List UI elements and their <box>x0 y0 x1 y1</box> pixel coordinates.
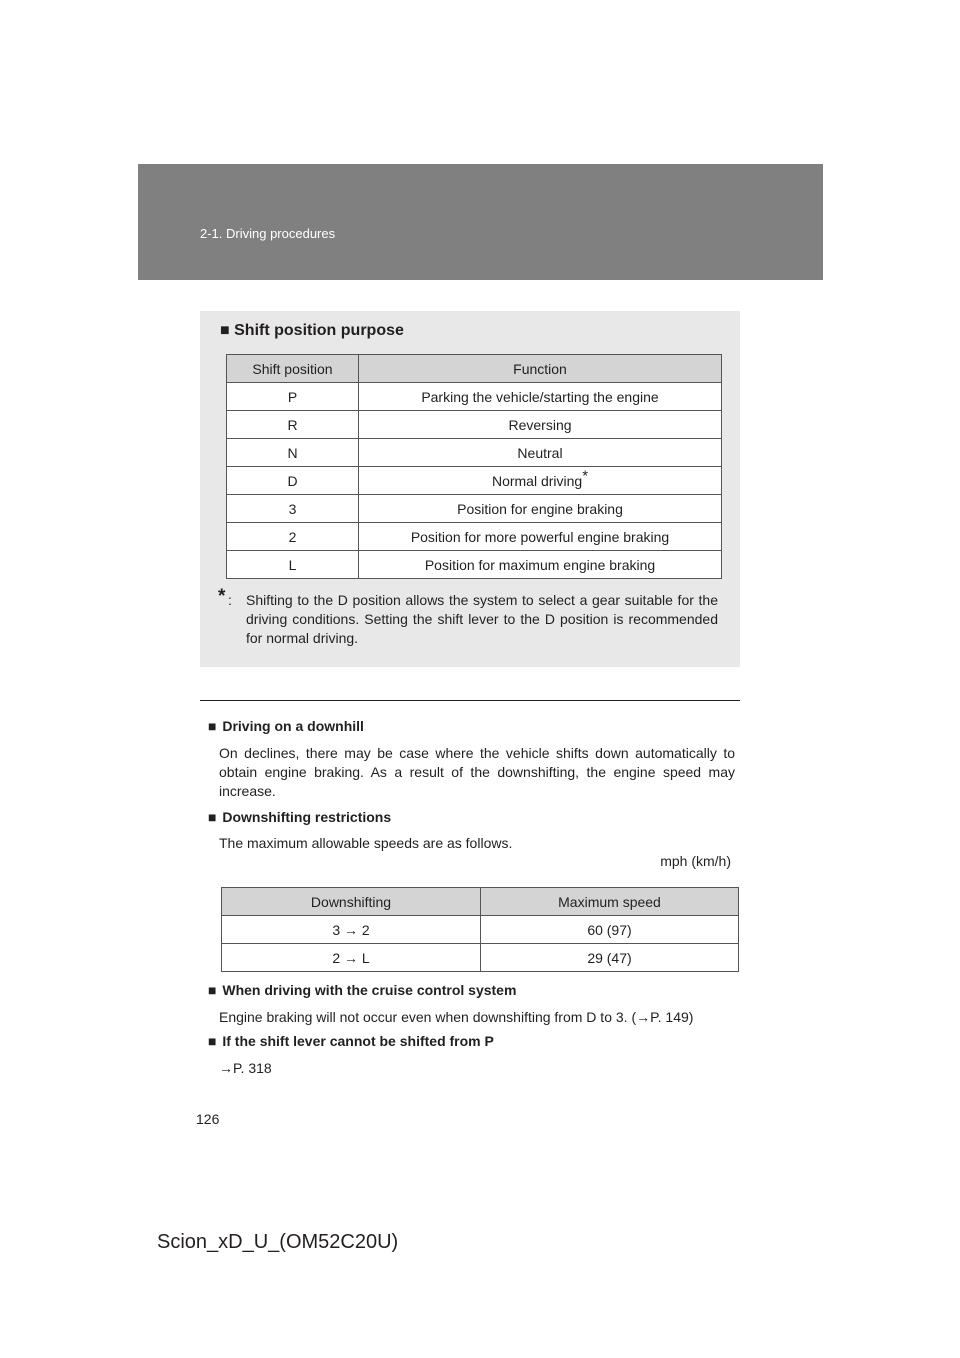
shift-position-cell: R <box>227 411 359 439</box>
shift-position-cell: 3 <box>227 495 359 523</box>
column-header-shift-position: Shift position <box>227 355 359 383</box>
footnote-colon: : <box>228 592 232 608</box>
function-cell: Position for more powerful engine braking <box>359 523 722 551</box>
shift-position-cell: D <box>227 467 359 495</box>
shift-purpose-title <box>220 322 404 340</box>
downshift-table <box>221 887 739 972</box>
footnote-text: Shifting to the D position allows the system to select a gear suitable for the driving conditions. Setting the shift lever to the D position is recommended for normal driving. <box>246 592 718 646</box>
square-bullet-icon: ■ <box>208 982 217 998</box>
function-cell: Parking the vehicle/starting the engine <box>359 383 722 411</box>
chapter-header-band <box>138 164 823 280</box>
footnote-star-icon: * <box>582 466 589 484</box>
heading-downhill <box>208 718 364 734</box>
shift-position-cell: P <box>227 383 359 411</box>
shift-purpose-panel <box>200 311 740 667</box>
shift-position-cell: N <box>227 439 359 467</box>
shift-purpose-title-text: Shift position purpose <box>234 322 404 339</box>
heading-text: When driving with the cruise control system <box>222 982 517 998</box>
column-header-downshifting: Downshifting <box>222 888 481 916</box>
table-row <box>227 411 722 439</box>
table-row <box>227 439 722 467</box>
heading-restrictions <box>208 809 391 825</box>
function-cell: Reversing <box>359 411 722 439</box>
paragraph-cruise: Engine braking will not occur even when downshifting from D to 3. (→P. 149) <box>219 1009 694 1025</box>
table-header-row <box>222 888 739 916</box>
square-bullet-icon: ■ <box>208 1033 217 1049</box>
function-text: Normal driving <box>491 472 583 489</box>
function-cell <box>359 467 722 495</box>
downshift-cell: 3 → 2 <box>222 916 481 944</box>
downshift-cell: 2 → L <box>222 944 481 972</box>
heading-text: Downshifting restrictions <box>222 809 392 825</box>
footnote <box>218 586 718 648</box>
heading-text: If the shift lever cannot be shifted from P <box>222 1033 494 1049</box>
section-divider <box>200 700 740 701</box>
function-cell: Position for engine braking <box>359 495 722 523</box>
function-cell: Neutral <box>359 439 722 467</box>
page-number: 126 <box>196 1111 220 1127</box>
page-reference: →P. 318 <box>219 1060 272 1076</box>
table-row <box>227 467 722 495</box>
table-header-row <box>227 355 722 383</box>
paragraph-downhill: On declines, there may be case where the vehicle shifts down automatically to obtain engine braking. As a result of the downshifting, the engine speed may increase. <box>219 745 735 799</box>
paragraph-restrictions: The maximum allowable speeds are as follows. <box>219 835 513 851</box>
table-row <box>222 916 739 944</box>
table-row <box>222 944 739 972</box>
units-label: mph (km/h) <box>660 853 731 869</box>
footnote-star-icon: * <box>218 586 226 607</box>
square-bullet-icon: ■ <box>208 809 217 825</box>
square-bullet-icon: ■ <box>220 322 230 339</box>
column-header-max-speed: Maximum speed <box>481 888 739 916</box>
section-title: 2-1. Driving procedures <box>200 226 336 241</box>
document-id: Scion_xD_U_(OM52C20U) <box>157 1231 399 1253</box>
square-bullet-icon: ■ <box>208 718 217 734</box>
table-row <box>227 523 722 551</box>
shift-position-cell: 2 <box>227 523 359 551</box>
max-speed-cell: 60 (97) <box>481 916 739 944</box>
function-cell: Position for maximum engine braking <box>359 551 722 579</box>
shift-position-table <box>226 354 722 579</box>
table-row <box>227 551 722 579</box>
table-row <box>227 383 722 411</box>
column-header-function: Function <box>359 355 722 383</box>
max-speed-cell: 29 (47) <box>481 944 739 972</box>
heading-cruise <box>208 982 516 998</box>
table-row <box>227 495 722 523</box>
heading-shift-lever <box>208 1033 494 1049</box>
heading-text: Driving on a downhill <box>222 718 364 734</box>
shift-position-cell: L <box>227 551 359 579</box>
